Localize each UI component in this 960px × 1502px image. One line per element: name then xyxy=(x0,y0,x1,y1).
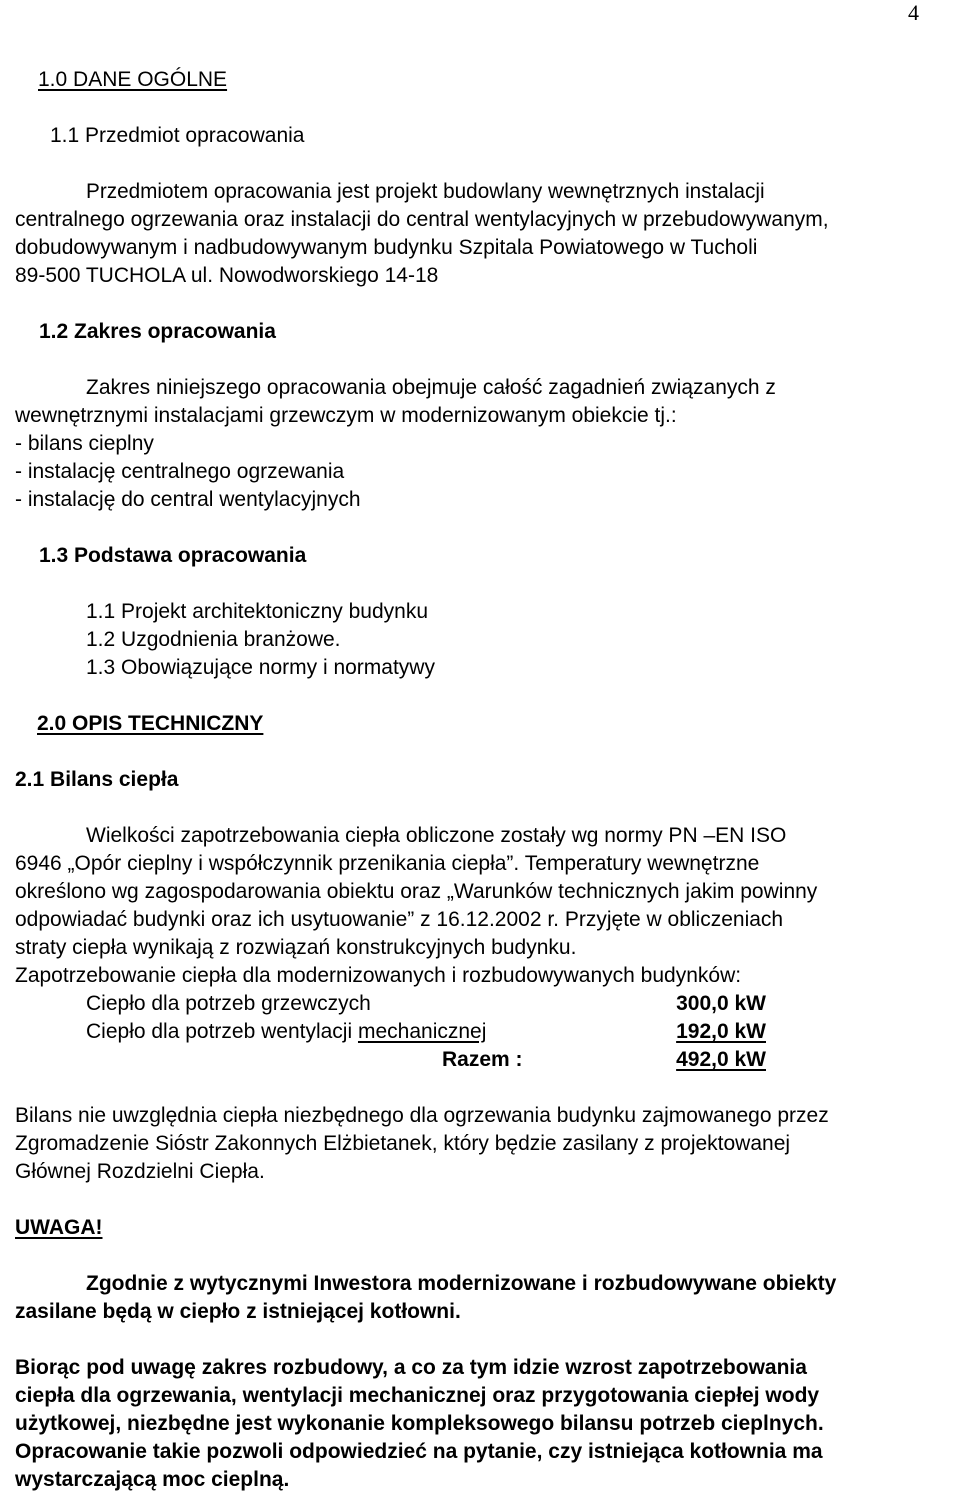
row-value: 300,0 kW xyxy=(676,992,766,1015)
page-number: 4 xyxy=(908,0,919,25)
paragraph-line: 6946 „Opór cieplny i współczynnik przenikania ciepła”. Temperatury wewnętrzne xyxy=(15,852,760,875)
total-label: Razem : xyxy=(442,1048,523,1071)
section-heading-2-0: 2.0 OPIS TECHNICZNY xyxy=(37,712,264,735)
paragraph-line: Głównej Rozdzielni Ciepła. xyxy=(15,1160,265,1183)
paragraph-line: centralnego ogrzewania oraz instalacji do central wentylacyjnych w przebudowywanym, xyxy=(15,208,829,231)
list-item: - instalację do central wentylacyjnych xyxy=(15,488,361,511)
paragraph-line: Zapotrzebowanie ciepła dla modernizowanych i rozbudowywanych budynków: xyxy=(15,964,742,987)
list-item: - bilans cieplny xyxy=(15,432,154,455)
paragraph-line: zasilane będą w ciepło z istniejącej kotłowni. xyxy=(15,1300,461,1323)
table-total-row xyxy=(86,1046,766,1074)
total-value: 492,0 kW xyxy=(676,1048,766,1071)
section-heading-1-0: 1.0 DANE OGÓLNE xyxy=(38,68,228,91)
paragraph-line: Bilans nie uwzględnia ciepła niezbędnego dla ogrzewania budynku zajmowanego przez xyxy=(15,1104,829,1127)
paragraph-line: odpowiadać budynki oraz ich usytuowanie” z 16.12.2002 r. Przyjęte w obliczeniach xyxy=(15,908,784,931)
list-item: 1.1 Projekt architektoniczny budynku xyxy=(86,600,429,623)
paragraph-line: Przedmiotem opracowania jest projekt budowlany wewnętrznych instalacji xyxy=(86,180,765,203)
row-label: Ciepło dla potrzeb wentylacji xyxy=(86,1020,358,1043)
paragraph-line: 89-500 TUCHOLA ul. Nowodworskiego 14-18 xyxy=(15,264,439,287)
section-heading-1-2: 1.2 Zakres opracowania xyxy=(39,320,276,343)
paragraph-line: określono wg zagospodarowania obiektu oraz „Warunków technicznych jakim powinny xyxy=(15,880,818,903)
paragraph-line: straty ciepła wynikają z rozwiązań konstrukcyjnych budynku. xyxy=(15,936,577,959)
paragraph-line: dobudowywanym i nadbudowywanym budynku Szpitala Powiatowego w Tucholi xyxy=(15,236,758,259)
paragraph-line: Wielkości zapotrzebowania ciepła obliczone zostały wg normy PN –EN ISO xyxy=(86,824,787,847)
paragraph-line: Biorąc pod uwagę zakres rozbudowy, a co za tym idzie wzrost zapotrzebowania xyxy=(15,1356,807,1379)
table-row xyxy=(86,1018,766,1046)
paragraph-line: wewnętrznymi instalacjami grzewczym w modernizowanym obiekcie tj.: xyxy=(15,404,677,427)
list-item: 1.2 Uzgodnienia branżowe. xyxy=(86,628,341,651)
paragraph-line: użytkowej, niezbędne jest wykonanie kompleksowego bilansu potrzeb cieplnych. xyxy=(15,1412,824,1435)
row-value: 192,0 kW xyxy=(676,1020,766,1043)
row-label-underlined: mechanicznej xyxy=(357,1020,487,1043)
paragraph-line: Zakres niniejszego opracowania obejmuje całość zagadnień związanych z xyxy=(86,376,776,399)
section-heading-2-1: 2.1 Bilans ciepła xyxy=(15,768,179,791)
paragraph-line: wystarczającą moc cieplną. xyxy=(15,1468,290,1491)
row-label: Ciepło dla potrzeb grzewczych xyxy=(86,992,371,1015)
paragraph-line: Zgodnie z wytycznymi Inwestora modernizowane i rozbudowywane obiekty xyxy=(86,1272,837,1295)
table-row xyxy=(86,990,766,1018)
section-heading-1-1: 1.1 Przedmiot opracowania xyxy=(50,124,305,147)
paragraph-line: Zgromadzenie Sióstr Zakonnych Elżbietanek, który będzie zasilany z projektowanej xyxy=(15,1132,791,1155)
list-item: - instalację centralnego ogrzewania xyxy=(15,460,345,483)
list-item: 1.3 Obowiązujące normy i normatywy xyxy=(86,656,435,679)
paragraph-line: ciepła dla ogrzewania, wentylacji mechanicznej oraz przygotowania ciepłej wody xyxy=(15,1384,820,1407)
paragraph-line: Opracowanie takie pozwoli odpowiedzieć na pytanie, czy istniejąca kotłownia ma xyxy=(15,1440,823,1463)
section-heading-1-3: 1.3 Podstawa opracowania xyxy=(39,544,307,567)
warning-heading: UWAGA! xyxy=(15,1216,103,1239)
